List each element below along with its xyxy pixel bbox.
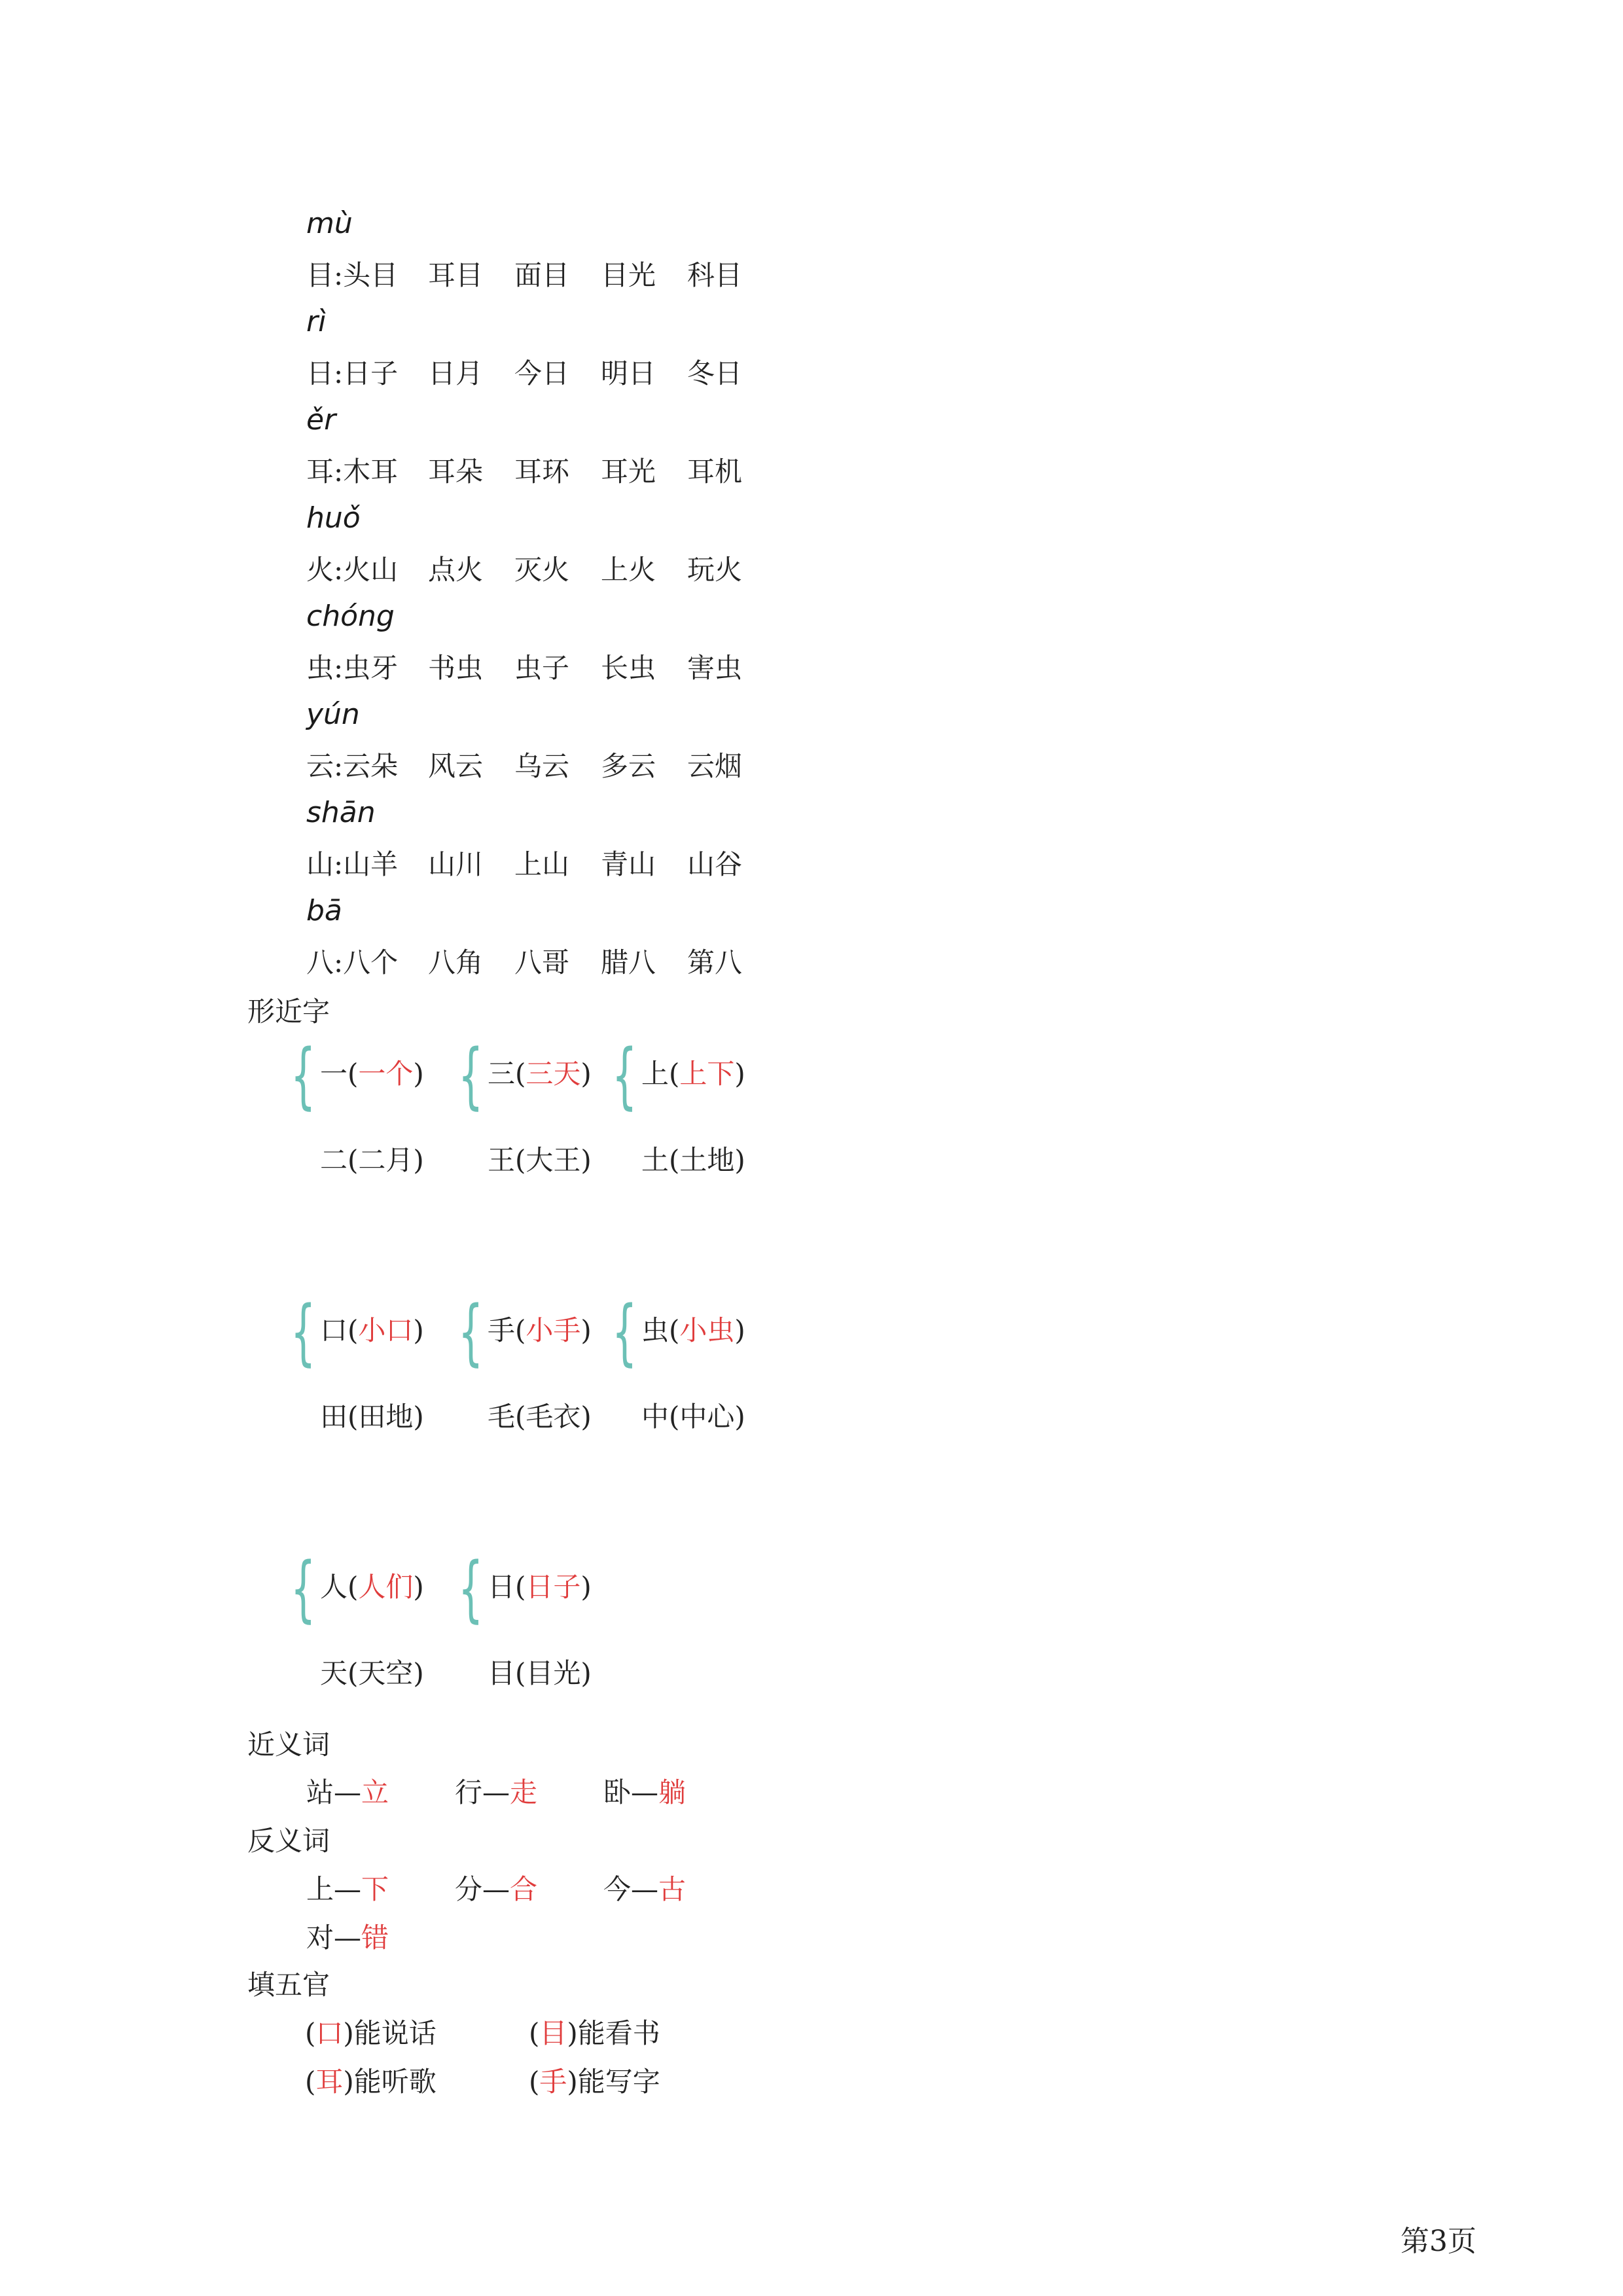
word-item: 山川 <box>428 848 484 880</box>
word-list-line <box>306 357 777 390</box>
word-item: 上山 <box>514 848 570 880</box>
character-label: 日:日子 <box>306 357 399 389</box>
similar-bottom: 田(田地) <box>320 1401 424 1433</box>
brace-icon: { <box>291 1547 316 1630</box>
similar-bottom: 二(二月) <box>320 1144 424 1176</box>
sense-item: (耳)能听歌 <box>305 2066 437 2098</box>
antonym-answer: 错 <box>361 1922 389 1954</box>
word-item: 日月 <box>428 357 484 389</box>
similar-top: 人(人们) <box>320 1571 424 1603</box>
word-item: 耳光 <box>601 456 656 488</box>
similar-top: 三(三天) <box>488 1058 592 1090</box>
pinyin-label: ěr <box>306 403 336 437</box>
character-label: 山:山羊 <box>306 848 399 880</box>
similar-answer: 小虫 <box>679 1314 735 1346</box>
synonym-answer: 立 <box>361 1776 389 1808</box>
sense-answer: 手 <box>539 2066 567 2098</box>
character-label: 云:云朵 <box>306 750 399 782</box>
character-label: 火:火山 <box>306 554 399 586</box>
sense-item: (手)能写字 <box>529 2066 660 2098</box>
word-item: 明日 <box>601 357 656 389</box>
synonym-answer: 躺 <box>658 1776 687 1808</box>
character-label: 虫:虫牙 <box>306 652 399 684</box>
antonym-pair: 上—下 <box>306 1873 389 1905</box>
similar-top: 口(小口) <box>320 1314 424 1346</box>
word-item: 第八 <box>687 946 743 978</box>
brace-icon: { <box>458 1547 484 1630</box>
word-item: 耳机 <box>687 456 743 488</box>
word-list-line <box>306 946 777 979</box>
similar-answer: 上下 <box>679 1058 735 1090</box>
word-item: 腊八 <box>601 946 656 978</box>
sense-answer: 目 <box>539 2017 567 2049</box>
similar-top: 上(上下) <box>641 1058 745 1090</box>
antonym-pair: 分—合 <box>455 1873 538 1905</box>
similar-answer: 小手 <box>526 1314 581 1346</box>
word-item: 耳目 <box>428 259 484 291</box>
word-item: 耳朵 <box>428 456 484 488</box>
section-heading-synonyms: 近义词 <box>247 1729 330 1761</box>
word-item: 科目 <box>687 259 743 291</box>
synonym-pair: 行—走 <box>455 1776 538 1808</box>
word-item: 多云 <box>601 750 656 782</box>
sense-answer: 耳 <box>315 2066 344 2098</box>
word-item: 目光 <box>601 259 656 291</box>
word-item: 玩火 <box>687 554 743 586</box>
similar-bottom: 天(天空) <box>320 1657 424 1689</box>
brace-icon: { <box>612 1033 637 1117</box>
word-item: 虫子 <box>514 652 570 684</box>
pinyin-label: mù <box>306 207 353 240</box>
pinyin-label: rì <box>306 305 327 338</box>
similar-top: 一(一个) <box>320 1058 424 1090</box>
similar-bottom: 毛(毛衣) <box>488 1401 592 1433</box>
word-item: 青山 <box>601 848 656 880</box>
word-list-line <box>306 848 777 881</box>
section-heading-similar: 形近字 <box>247 996 330 1028</box>
pinyin-label: chóng <box>306 600 395 633</box>
synonym-pair: 站—立 <box>306 1776 389 1808</box>
antonym-pair: 今—古 <box>603 1873 687 1905</box>
word-item: 山谷 <box>687 848 743 880</box>
word-list-line <box>306 458 777 488</box>
word-item: 长虫 <box>601 652 656 684</box>
brace-icon: { <box>458 1290 484 1374</box>
pinyin-label: shān <box>306 796 376 829</box>
word-item: 乌云 <box>514 750 570 782</box>
word-item: 书虫 <box>428 652 484 684</box>
pinyin-label: yún <box>306 698 360 731</box>
word-list-line <box>306 750 777 783</box>
section-heading-senses: 填五官 <box>247 1969 330 2001</box>
word-item: 灭火 <box>514 554 570 586</box>
word-item: 耳环 <box>514 456 570 488</box>
similar-answer: 三天 <box>526 1058 581 1090</box>
similar-answer: 小口 <box>358 1314 414 1346</box>
similar-answer: 人们 <box>358 1571 414 1603</box>
brace-icon: { <box>458 1033 484 1117</box>
word-item: 八角 <box>428 946 484 978</box>
antonym-answer: 下 <box>361 1873 389 1905</box>
similar-bottom: 目(目光) <box>488 1657 592 1689</box>
similar-top: 日(日子) <box>488 1571 592 1603</box>
synonym-pair: 卧—躺 <box>603 1776 687 1808</box>
similar-top: 手(小手) <box>488 1314 592 1346</box>
word-item: 点火 <box>428 554 484 586</box>
antonym-pair: 对—错 <box>306 1922 389 1954</box>
word-item: 面目 <box>514 259 570 291</box>
similar-bottom: 土(土地) <box>641 1144 745 1176</box>
antonym-answer: 古 <box>658 1873 687 1905</box>
word-item: 上火 <box>601 554 656 586</box>
brace-icon: { <box>291 1290 316 1374</box>
section-heading-antonyms: 反义词 <box>247 1825 330 1857</box>
word-item: 云烟 <box>687 750 743 782</box>
similar-top: 虫(小虫) <box>641 1314 745 1346</box>
similar-bottom: 王(大王) <box>488 1144 592 1176</box>
sense-item: (口)能说话 <box>305 2017 437 2049</box>
pinyin-label: bā <box>306 894 342 927</box>
word-item: 害虫 <box>687 652 743 684</box>
word-item: 八哥 <box>514 946 570 978</box>
synonym-answer: 走 <box>510 1776 538 1808</box>
similar-bottom: 中(中心) <box>641 1401 745 1433</box>
similar-answer: 日子 <box>526 1571 581 1603</box>
word-list-line <box>306 652 777 685</box>
word-list-line <box>306 556 777 586</box>
word-item: 冬日 <box>687 357 743 389</box>
sense-item: (目)能看书 <box>529 2017 660 2049</box>
sense-answer: 口 <box>315 2017 344 2049</box>
antonym-answer: 合 <box>510 1873 538 1905</box>
brace-icon: { <box>291 1033 316 1117</box>
word-list-line <box>306 259 777 292</box>
page-number: 第3页 <box>1400 2225 1476 2258</box>
similar-answer: 一个 <box>358 1058 414 1090</box>
word-item: 风云 <box>428 750 484 782</box>
brace-icon: { <box>612 1290 637 1374</box>
character-label: 目:头目 <box>306 259 399 291</box>
word-item: 今日 <box>514 357 570 389</box>
pinyin-label: huǒ <box>306 501 361 535</box>
character-label: 八:八个 <box>306 946 399 978</box>
character-label: 耳:木耳 <box>306 456 399 488</box>
